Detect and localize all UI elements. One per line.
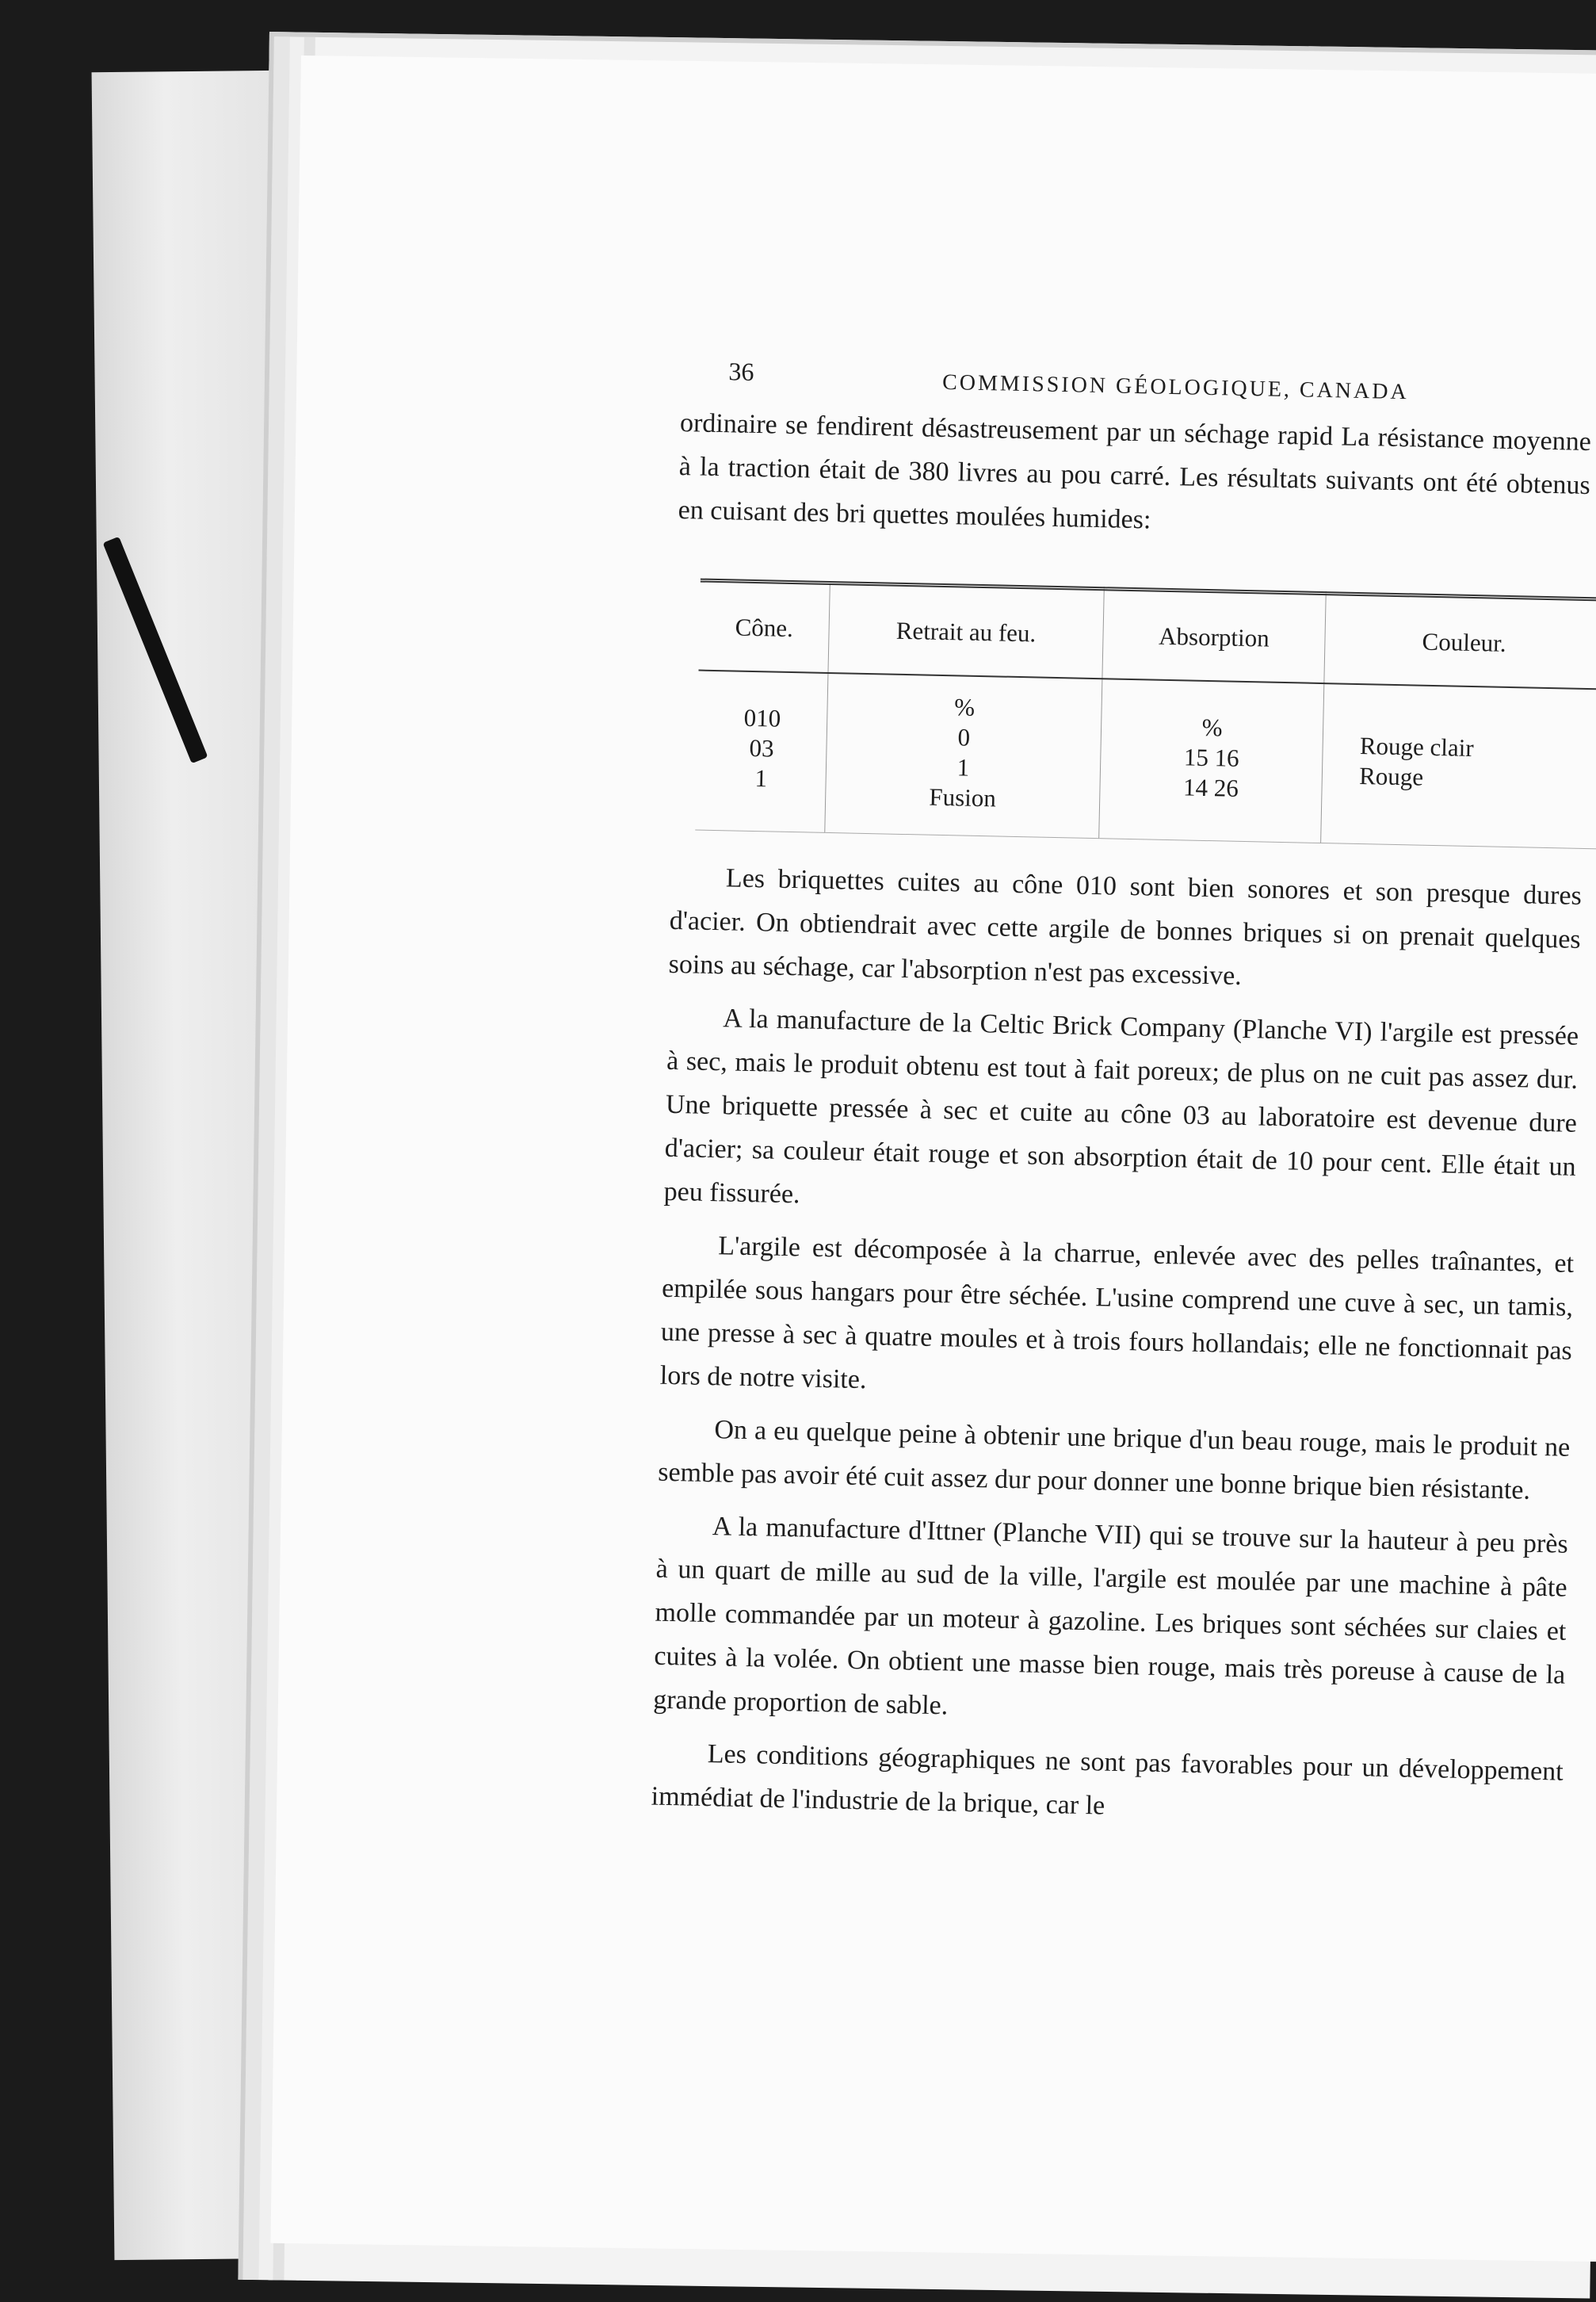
- page-content: [651, 349, 1593, 1837]
- retrait-unit: %: [953, 693, 976, 721]
- retrait-value: 0: [957, 723, 971, 751]
- paragraph-7: Les conditions géographiques ne sont pas favorables pour un développement immédiat de l'industrie de la brique, car le: [651, 1739, 1564, 1821]
- cell-couleur: [1321, 683, 1596, 849]
- page-number: 36: [728, 357, 754, 386]
- cone-value: 1: [754, 764, 768, 793]
- header-couleur: Couleur.: [1324, 594, 1596, 690]
- cone-value: 010: [743, 703, 781, 732]
- running-head: COMMISSION GÉOLOGIQUE, CANADA: [941, 369, 1410, 405]
- paragraph-3: A la manufacture de la Celtic Brick Company (Planche VI) l'argile est pressée à sec, mais le produit obtenu est tout à fait poreux; de plus on ne cuit pas assez dur. Une briquette pressée à sec et cuite au cône 03 au laboratoire est devenue dure d'acier; sa couleur était rouge et son absorption était de 10 pour cent. Elle était un peu fissurée.: [663, 1004, 1579, 1210]
- absorption-unit: %: [1201, 713, 1223, 742]
- couleur-value: Rouge: [1358, 762, 1424, 791]
- header-absorption: Absorption: [1102, 589, 1327, 683]
- retrait-value: 1: [956, 753, 970, 782]
- paragraph-4: L'argile est décomposée à la charrue, enlevée avec des pelles traînantes, et empilée sous hangars pour être séchée. L'usine comprend une cuve à sec, un tamis, une presse à sec à quatre moules et à trois fours hollandais; elle ne fonctionnait pas lors de notre visite.: [659, 1231, 1575, 1395]
- paragraph-5: On a eu quelque peine à obtenir une brique d'un beau rouge, mais le produit ne semble pas avoir été cuit assez dur pour donner une bonne brique bien résistante.: [657, 1415, 1571, 1505]
- cell-retrait: [825, 673, 1102, 839]
- table-data-row: [695, 671, 1596, 849]
- cone-value: 03: [749, 733, 774, 763]
- header-retrait: Retrait au feu.: [828, 583, 1104, 679]
- absorption-value: 15 16: [1183, 743, 1240, 772]
- cell-cone: [695, 671, 828, 833]
- paragraph-2: Les briquettes cuites au cône 010 sont bien sonores et son presque dures d'acier. On obtiendrait avec cette argile de bonnes briques si on prenait quelques soins au séchage, car l'absorption n'est pas excessive.: [668, 863, 1583, 991]
- couleur-value: Rouge clair: [1359, 732, 1475, 763]
- paragraph-6: A la manufacture d'Ittner (Planche VII) qui se trouve sur la hauteur à peu près à un quart de mille au sud de la ville, l'argile est moulée par une machine à pâte molle commandée par un moteur à gazoline. Les briques sont séchées sur claies et cuites à la volée. On obtient une masse bien rouge, mais très poreuse à cause de la grande proportion de sable.: [652, 1512, 1569, 1721]
- cell-absorption: [1098, 679, 1324, 843]
- absorption-value: 14 26: [1182, 773, 1239, 802]
- results-table: [695, 579, 1596, 850]
- paragraph-1: ordinaire se fendirent désastreusement par un séchage rapid La résistance moyenne à la traction était de 380 livres au pou carré. Les résultats suivants ont été obtenus en cuisant des bri quettes moulées humides:: [678, 407, 1592, 535]
- header-cone: Cône.: [735, 612, 794, 642]
- retrait-value: Fusion: [929, 782, 997, 813]
